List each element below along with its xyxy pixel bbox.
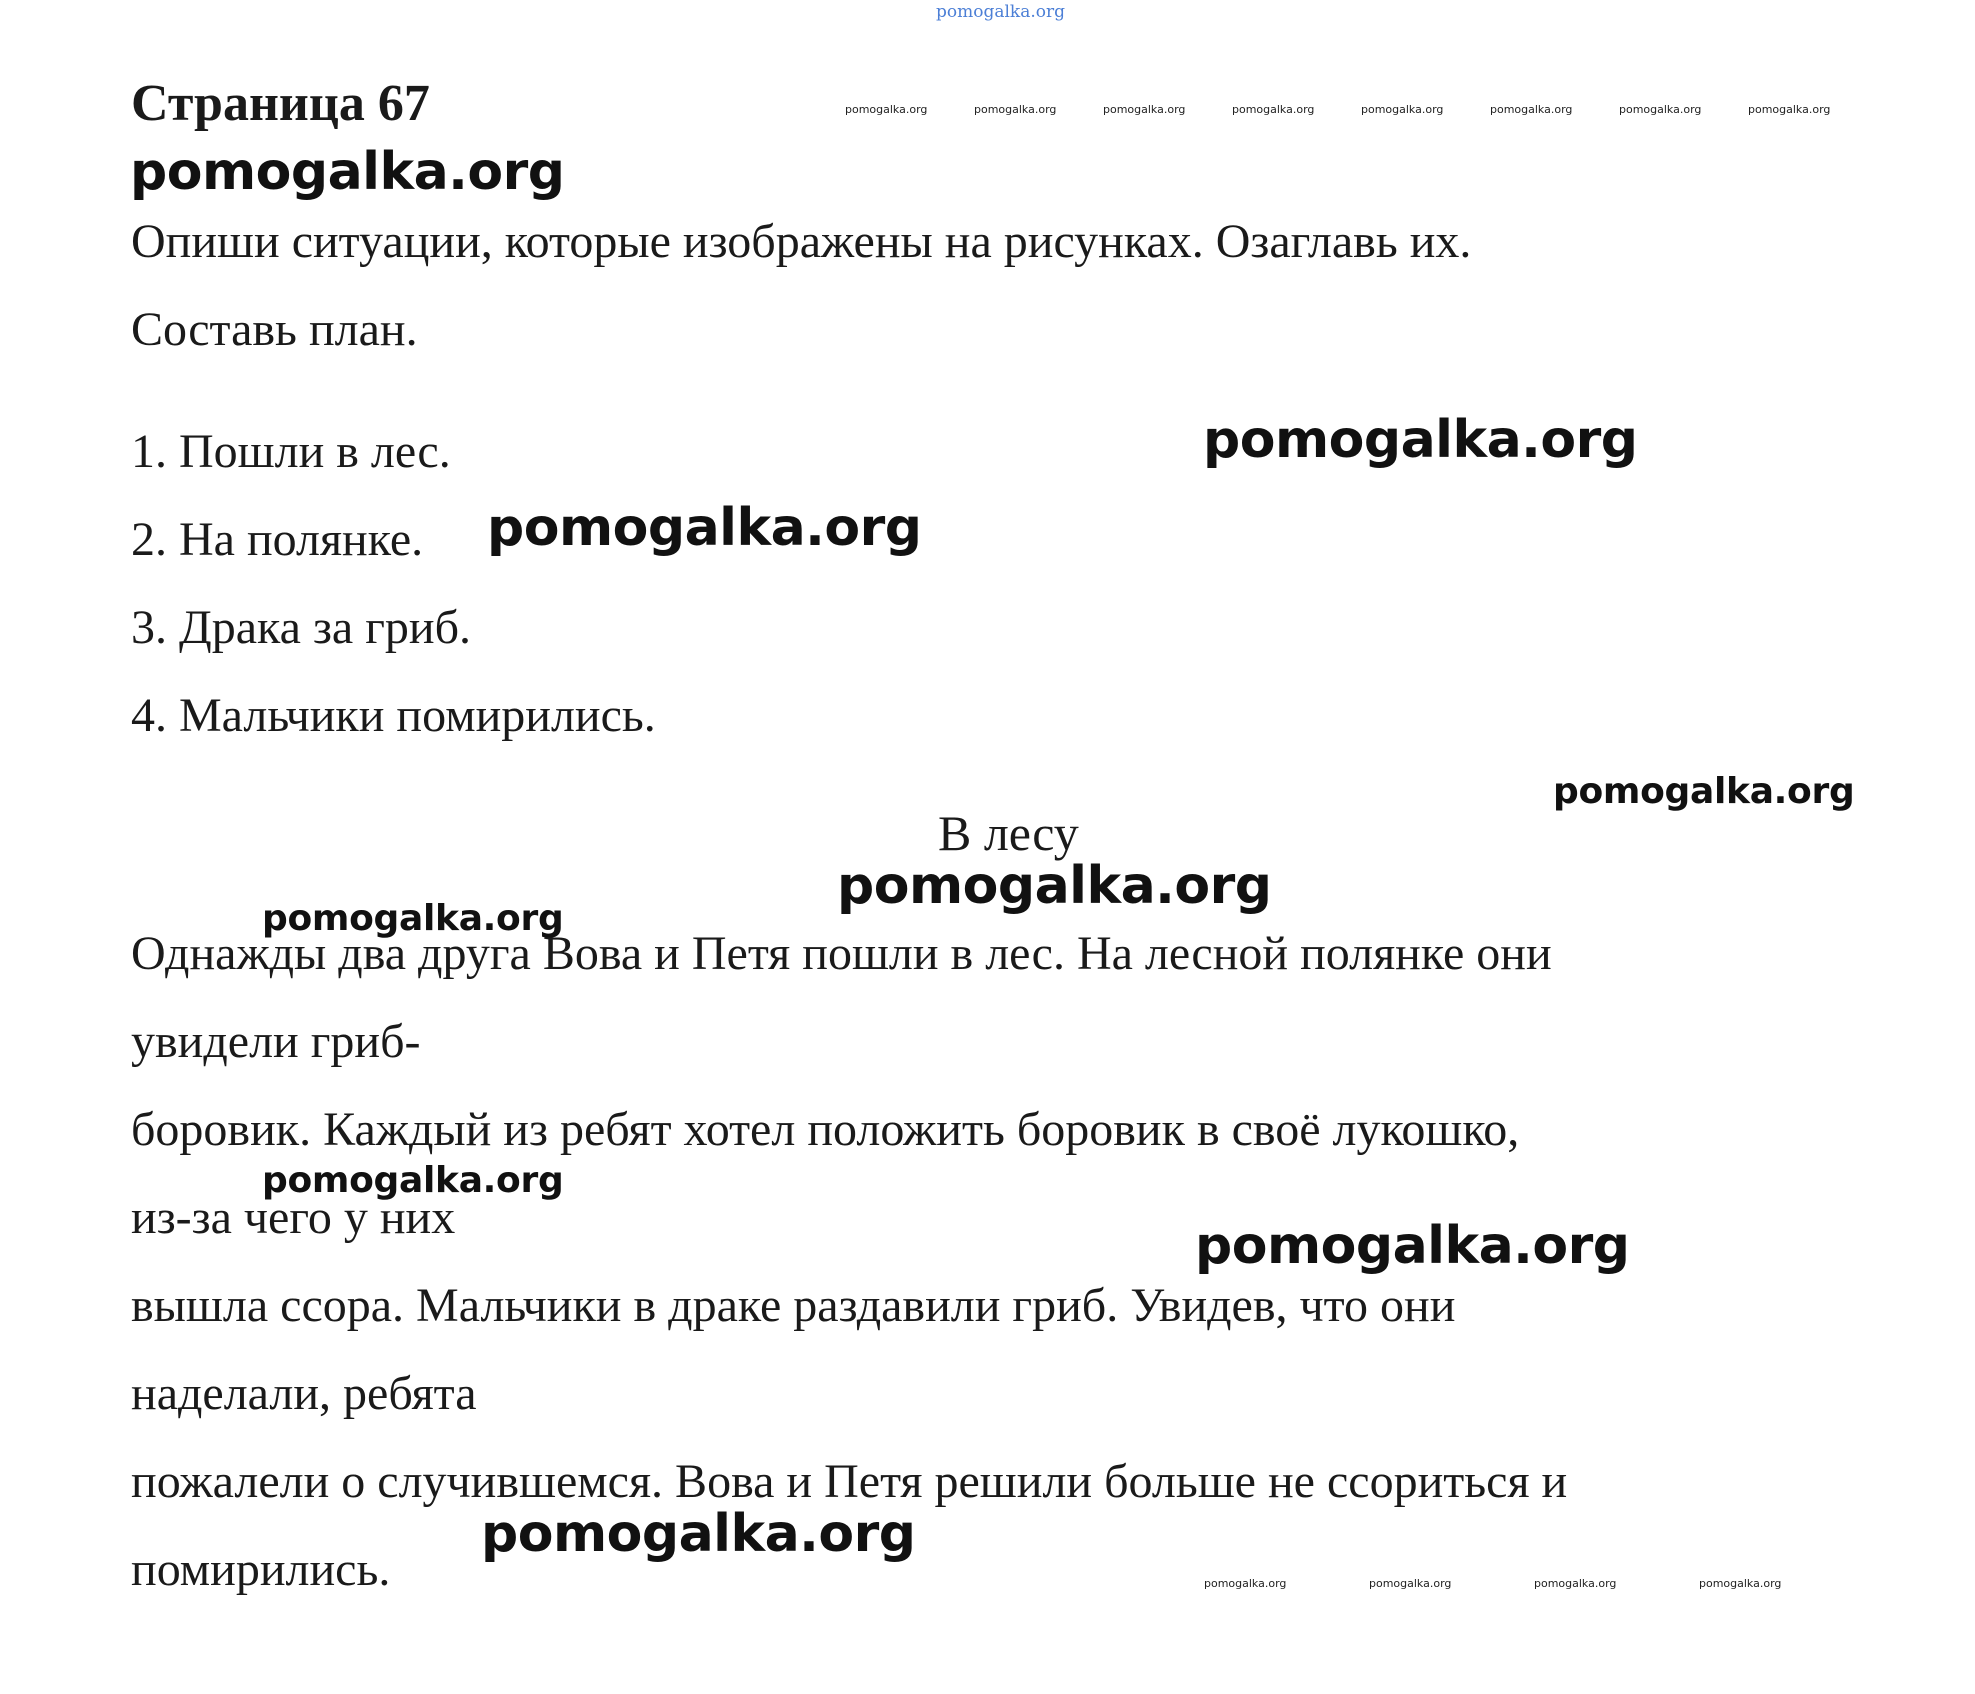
plan-item-1: 1. Пошли в лес. xyxy=(131,425,451,478)
watermark-small: pomogalka.org xyxy=(1361,103,1444,116)
watermark-small: pomogalka.org xyxy=(1699,1577,1782,1590)
watermark-small: pomogalka.org xyxy=(1232,103,1315,116)
plan-item-3: 3. Драка за гриб. xyxy=(131,601,472,654)
watermark-small: pomogalka.org xyxy=(1619,103,1702,116)
story-title: В лесу xyxy=(938,805,1079,861)
watermark: pomogalka.org xyxy=(1195,1216,1630,1276)
watermark-small: pomogalka.org xyxy=(845,103,928,116)
watermark: pomogalka.org xyxy=(481,1504,916,1564)
story-line-2: увидели гриб- xyxy=(131,1015,421,1068)
watermark-small: pomogalka.org xyxy=(1204,1577,1287,1590)
watermark-small: pomogalka.org xyxy=(1369,1577,1452,1590)
task-line-2: Составь план. xyxy=(131,303,418,356)
story-line-7: пожалели о случившемся. Вова и Петя решили больше не ссориться и xyxy=(131,1455,1568,1508)
watermark-small: pomogalka.org xyxy=(1103,103,1186,116)
watermark: pomogalka.org xyxy=(837,856,1272,916)
watermark-top: pomogalka.org xyxy=(936,2,1066,22)
watermark-small: pomogalka.org xyxy=(974,103,1057,116)
watermark-small: pomogalka.org xyxy=(1490,103,1573,116)
watermark: pomogalka.org xyxy=(487,498,922,558)
plan-item-2: 2. На полянке. xyxy=(131,513,424,566)
watermark: pomogalka.org xyxy=(262,898,564,939)
watermark: pomogalka.org xyxy=(1553,771,1855,812)
task-line-1: Опиши ситуации, которые изображены на рисунках. Озаглавь их. xyxy=(131,215,1472,268)
page-title: Страница 67 xyxy=(131,75,430,132)
watermark-small: pomogalka.org xyxy=(1534,1577,1617,1590)
story-line-8: помирились. xyxy=(131,1543,391,1596)
plan-item-4: 4. Мальчики помирились. xyxy=(131,689,656,742)
story-line-3: боровик. Каждый из ребят хотел положить боровик в своё лукошко, xyxy=(131,1103,1520,1156)
story-line-4: из-за чего у них xyxy=(131,1191,456,1244)
story-line-6: наделали, ребята xyxy=(131,1367,477,1420)
story-line-5: вышла ссора. Мальчики в драке раздавили гриб. Увидев, что они xyxy=(131,1279,1456,1332)
watermark-small: pomogalka.org xyxy=(1748,103,1831,116)
watermark: pomogalka.org xyxy=(262,1160,564,1201)
story-line-1: Однажды два друга Вова и Петя пошли в лес. На лесной полянке они xyxy=(131,927,1552,980)
watermark: pomogalka.org xyxy=(130,142,565,202)
watermark: pomogalka.org xyxy=(1203,410,1638,470)
